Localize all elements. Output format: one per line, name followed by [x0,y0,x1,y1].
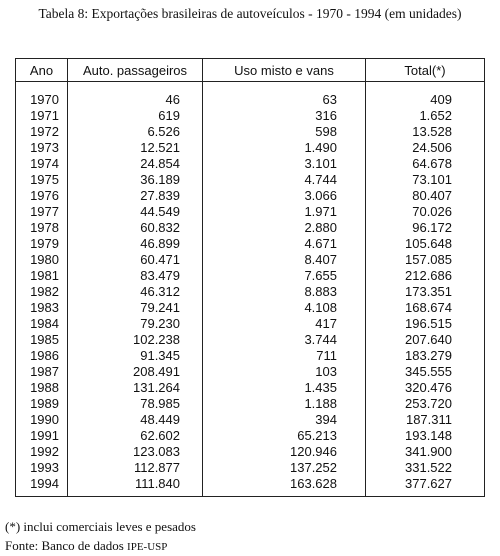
cell-auto-passageiros: 123.083 [68,444,203,460]
table-row [16,172,485,188]
cell-ano: 1983 [16,300,68,316]
cell-auto-passageiros: 36.189 [68,172,203,188]
table-spacer-row [16,82,485,93]
cell-auto-passageiros: 83.479 [68,268,203,284]
cell-total: 341.900 [366,444,485,460]
cell-auto-passageiros: 619 [68,108,203,124]
cell-auto-passageiros: 208.491 [68,364,203,380]
cell-auto-passageiros: 27.839 [68,188,203,204]
cell-uso-misto: 394 [203,412,366,428]
cell-total: 80.407 [366,188,485,204]
table-row [16,188,485,204]
cell-auto-passageiros: 79.230 [68,316,203,332]
source-prefix: Fonte: Banco de dados [5,538,128,553]
cell-ano: 1978 [16,220,68,236]
cell-total: 96.172 [366,220,485,236]
cell-auto-passageiros: 46 [68,92,203,108]
cell-uso-misto: 163.628 [203,476,366,497]
cell-total: 73.101 [366,172,485,188]
cell-ano: 1982 [16,284,68,300]
cell-ano: 1973 [16,140,68,156]
cell-auto-passageiros: 44.549 [68,204,203,220]
cell-ano: 1977 [16,204,68,220]
cell-auto-passageiros: 6.526 [68,124,203,140]
table-row [16,156,485,172]
cell-ano: 1981 [16,268,68,284]
table-row [16,252,485,268]
cell-total: 1.652 [366,108,485,124]
cell-uso-misto: 1.435 [203,380,366,396]
cell-total: 105.648 [366,236,485,252]
cell-total: 173.351 [366,284,485,300]
cell-auto-passageiros: 131.264 [68,380,203,396]
source-name: IPE-USP [127,541,168,553]
cell-ano: 1987 [16,364,68,380]
cell-ano: 1980 [16,252,68,268]
cell-uso-misto: 4.671 [203,236,366,252]
cell-total: 70.026 [366,204,485,220]
cell-auto-passageiros: 48.449 [68,412,203,428]
cell-ano: 1975 [16,172,68,188]
cell-total: 409 [366,92,485,108]
cell-auto-passageiros: 91.345 [68,348,203,364]
cell-ano: 1984 [16,316,68,332]
cell-uso-misto: 120.946 [203,444,366,460]
cell-total: 157.085 [366,252,485,268]
cell-total: 24.506 [366,140,485,156]
footnote-source [5,538,167,554]
table-row [16,300,485,316]
cell-total: 253.720 [366,396,485,412]
table-row [16,444,485,460]
cell-uso-misto: 4.108 [203,300,366,316]
cell-total: 183.279 [366,348,485,364]
cell-auto-passageiros: 62.602 [68,428,203,444]
cell-uso-misto: 1.188 [203,396,366,412]
table-row [16,220,485,236]
table-row [16,380,485,396]
cell-ano: 1971 [16,108,68,124]
cell-total: 212.686 [366,268,485,284]
cell-uso-misto: 4.744 [203,172,366,188]
cell-auto-passageiros: 12.521 [68,140,203,156]
cell-ano: 1974 [16,156,68,172]
cell-auto-passageiros: 60.471 [68,252,203,268]
cell-total: 331.522 [366,460,485,476]
cell-uso-misto: 65.213 [203,428,366,444]
cell-total: 196.515 [366,316,485,332]
table-row [16,284,485,300]
cell-ano: 1993 [16,460,68,476]
cell-uso-misto: 8.883 [203,284,366,300]
cell-uso-misto: 417 [203,316,366,332]
cell-ano: 1986 [16,348,68,364]
cell-uso-misto: 3.101 [203,156,366,172]
cell-uso-misto: 8.407 [203,252,366,268]
cell-ano: 1988 [16,380,68,396]
table-row [16,236,485,252]
cell-uso-misto: 7.655 [203,268,366,284]
cell-ano: 1989 [16,396,68,412]
cell-auto-passageiros: 111.840 [68,476,203,497]
cell-auto-passageiros: 24.854 [68,156,203,172]
cell-auto-passageiros: 78.985 [68,396,203,412]
cell-ano: 1985 [16,332,68,348]
cell-ano: 1991 [16,428,68,444]
table-row [16,204,485,220]
cell-ano: 1994 [16,476,68,497]
cell-auto-passageiros: 79.241 [68,300,203,316]
cell-total: 377.627 [366,476,485,497]
table-row [16,316,485,332]
table-row [16,412,485,428]
table-row [16,140,485,156]
cell-total: 207.640 [366,332,485,348]
cell-uso-misto: 598 [203,124,366,140]
header-ano: Ano [16,59,68,82]
cell-uso-misto: 1.490 [203,140,366,156]
cell-uso-misto: 137.252 [203,460,366,476]
header-total: Total(*) [366,59,485,82]
cell-total: 64.678 [366,156,485,172]
cell-ano: 1970 [16,92,68,108]
header-uso-misto: Uso misto e vans [203,59,366,82]
cell-uso-misto: 711 [203,348,366,364]
cell-uso-misto: 63 [203,92,366,108]
exports-table [15,58,485,497]
table-row [16,396,485,412]
table-row [16,124,485,140]
table-title: Tabela 8: Exportações brasileiras de autoveículos - 1970 - 1994 (em unidades) [38,6,462,21]
cell-auto-passageiros: 102.238 [68,332,203,348]
cell-total: 320.476 [366,380,485,396]
cell-uso-misto: 103 [203,364,366,380]
table-row [16,92,485,108]
cell-total: 168.674 [366,300,485,316]
cell-total: 13.528 [366,124,485,140]
cell-ano: 1976 [16,188,68,204]
cell-auto-passageiros: 60.832 [68,220,203,236]
table-header-row [16,59,485,82]
cell-auto-passageiros: 46.899 [68,236,203,252]
cell-uso-misto: 3.066 [203,188,366,204]
cell-ano: 1972 [16,124,68,140]
cell-auto-passageiros: 46.312 [68,284,203,300]
table-row [16,476,485,497]
cell-ano: 1979 [16,236,68,252]
cell-total: 187.311 [366,412,485,428]
cell-uso-misto: 2.880 [203,220,366,236]
table-row [16,428,485,444]
table-row [16,348,485,364]
table-row [16,108,485,124]
header-auto-passageiros: Auto. passageiros [68,59,203,82]
cell-ano: 1990 [16,412,68,428]
table-row [16,332,485,348]
cell-total: 193.148 [366,428,485,444]
table-body [16,82,485,497]
cell-uso-misto: 1.971 [203,204,366,220]
cell-total: 345.555 [366,364,485,380]
footnote-note: (*) inclui comerciais leves e pesados [5,519,196,534]
cell-auto-passageiros: 112.877 [68,460,203,476]
cell-uso-misto: 316 [203,108,366,124]
cell-uso-misto: 3.744 [203,332,366,348]
table-row [16,460,485,476]
cell-ano: 1992 [16,444,68,460]
table-row [16,364,485,380]
table-row [16,268,485,284]
